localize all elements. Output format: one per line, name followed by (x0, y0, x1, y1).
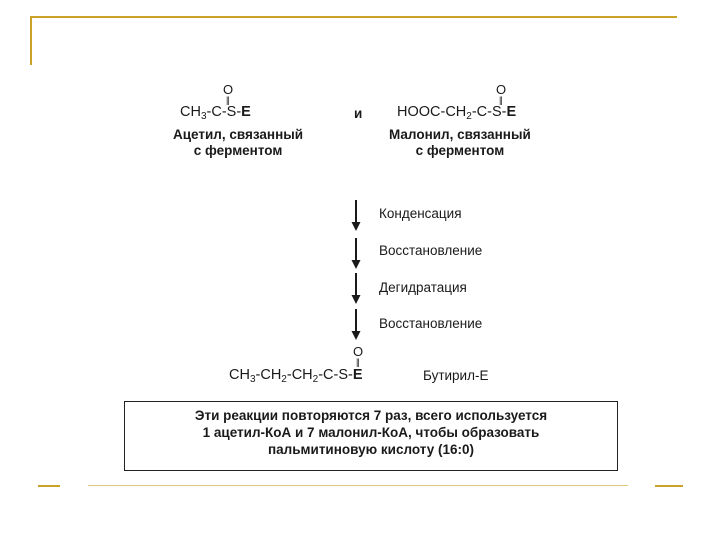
step-dehydration: Дегидратация (379, 280, 467, 295)
acetyl-formula: $CH_3-C-S-E$ (180, 104, 251, 122)
acetyl-double-bond: || (226, 95, 229, 105)
malonyl-double-bond: || (499, 95, 502, 105)
arrow-dehydration-head (352, 295, 361, 304)
malonyl-formula: HOOC-$CH_2-C-S-E$ (397, 104, 517, 122)
arrow-reduction-2-head (352, 331, 361, 340)
acetyl-caption: Ацетил, связанный с ферментом (173, 127, 304, 158)
step-reduction-2: Восстановление (379, 316, 483, 331)
acetyl-carbonyl-oxygen: O (223, 82, 234, 97)
conjunction-and: и (354, 106, 363, 121)
product-carbonyl-oxygen: O (353, 344, 364, 359)
malonyl-caption: Малонил, связанный с ферментом (389, 127, 531, 158)
arrow-reduction-1-head (352, 260, 361, 269)
summary-box (124, 401, 618, 471)
summary-line-1: Эти реакции повторяются 7 раз, всего используется (194, 408, 548, 423)
product-double-bond: || (356, 357, 359, 367)
malonyl-carbonyl-oxygen: O (496, 82, 507, 97)
step-reduction-1: Восстановление (379, 243, 483, 258)
step-condensation: Конденсация (379, 206, 462, 221)
product-name: Бутирил-Е (423, 368, 489, 383)
summary-line-3: пальмитиновую кислоту (16:0) (268, 442, 474, 457)
summary-line-2: 1 ацетил-КоА и 7 малонил-КоА, чтобы образовать (202, 425, 540, 440)
product-formula: $CH_3-CH_2-CH_2-C-S-E$ (229, 367, 363, 385)
arrow-condensation-head (352, 222, 361, 231)
